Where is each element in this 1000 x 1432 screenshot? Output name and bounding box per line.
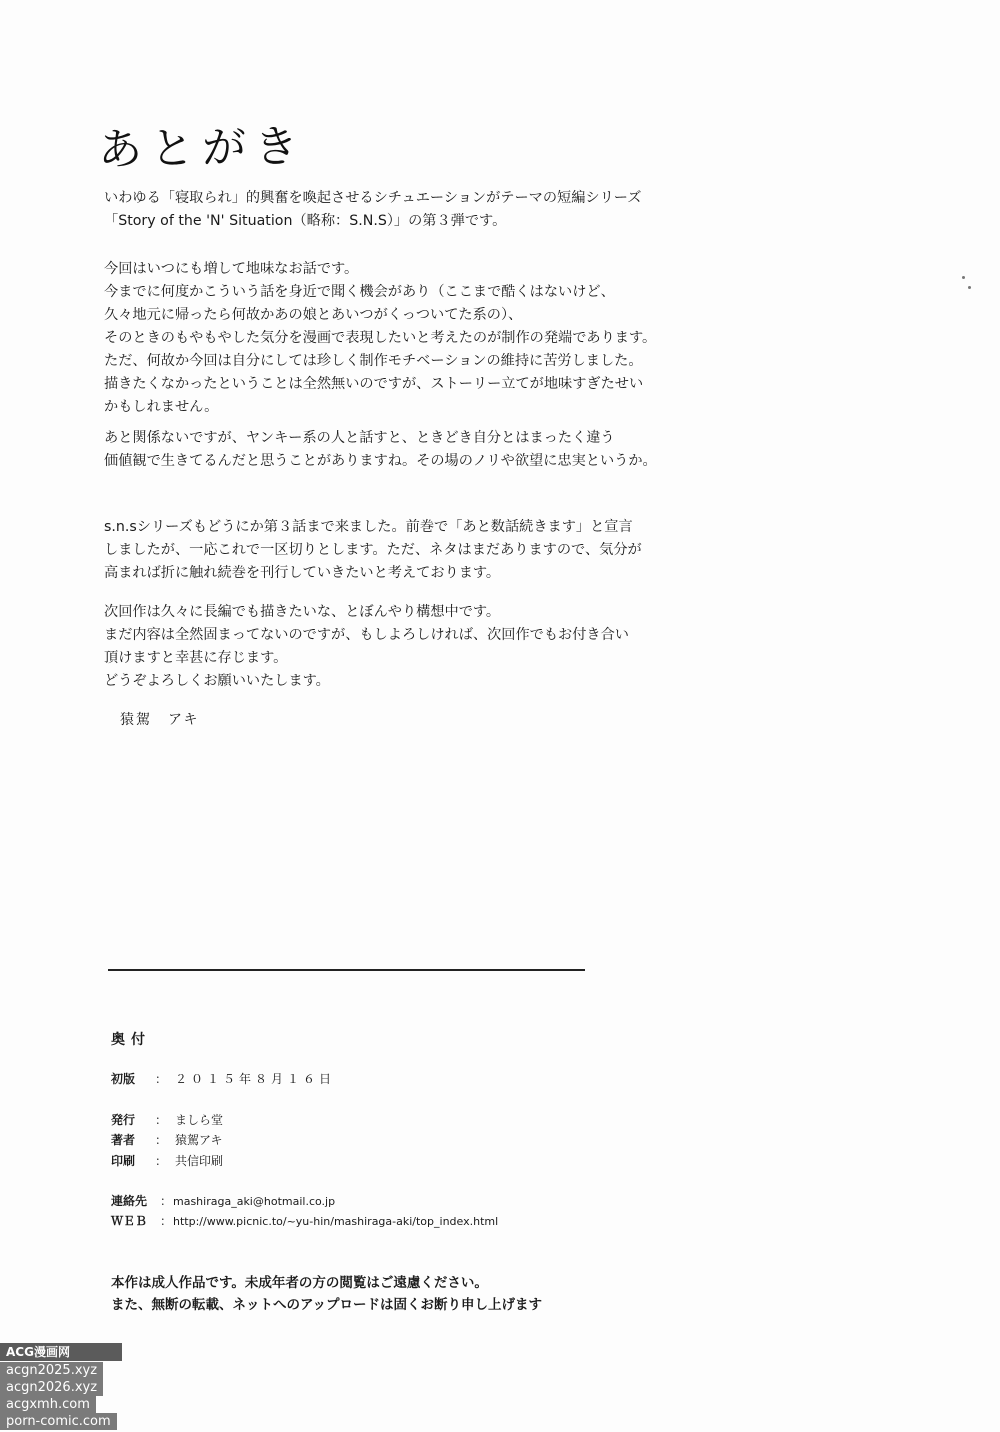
text-line: しましたが、一応これで一区切りとします。ただ、ネタはまだありますので、気分が [104, 542, 642, 558]
contact-row [111, 1192, 335, 1210]
adult-notice: 本作は成人作品です。未成年者の方の閲覧はご遠慮ください。 [111, 1275, 488, 1291]
paragraph-1 [104, 187, 641, 233]
text-line: 今回はいつにも増して地味なお話です。 [104, 261, 359, 277]
text-line: まだ内容は全然固まってないのですが、もしよろしければ、次回作でもお付き合い [104, 627, 629, 643]
text-line: 今までに何度かこういう話を身近で聞く機会があり（ここまで酷くはないけど、 [104, 284, 615, 300]
row-value: ましら堂 [175, 1113, 224, 1127]
watermark-site: porn-comic.com [0, 1413, 117, 1430]
row-label: 著者 [111, 1133, 136, 1147]
row-separator: ： [159, 1194, 172, 1208]
row-separator: ： [154, 1154, 167, 1168]
row-label: 連絡先 [111, 1194, 148, 1208]
text-line: 描きたくなかったということは全然無いのですが、ストーリー立てが地味すぎたせい [104, 376, 644, 392]
text-line: いわゆる「寝取られ」的興奮を喚起させるシチュエーションがテーマの短編シリーズ [104, 190, 642, 206]
paper-speck [962, 276, 965, 279]
row-value: 共信印刷 [175, 1154, 224, 1168]
divider [108, 969, 585, 971]
paragraph-4 [104, 516, 642, 585]
printer-row [111, 1152, 223, 1170]
paragraph-5 [104, 601, 629, 693]
text-line: 価値観で生きてるんだと思うことがありますね。その場のノリや欲望に忠実というか。 [104, 453, 657, 469]
row-separator: ： [154, 1133, 167, 1147]
row-separator: ： [154, 1072, 167, 1086]
row-separator: ： [154, 1113, 167, 1127]
watermark-site: acgn2025.xyz [0, 1362, 103, 1379]
web-row [111, 1212, 498, 1230]
paragraph-3 [104, 427, 657, 473]
paragraph-2 [104, 258, 656, 419]
text-line: そのときのもやもやした気分を漫画で表現したいと考えたのが制作の発端であります。 [104, 330, 657, 346]
text-line: 高まれば折に触れ続巻を刊行していきたいと考えております。 [104, 565, 501, 581]
row-value: ２０１５年８月１６日 [175, 1072, 336, 1086]
colophon-title: 奥付 [111, 1032, 151, 1048]
text-line: ただ、何故か今回は自分にしては珍しく制作モチベーションの維持に苦労しました。 [104, 353, 643, 369]
row-label: 発行 [111, 1113, 136, 1127]
row-separator: ： [159, 1214, 172, 1228]
first-edition-row [111, 1070, 335, 1088]
watermark-logo: ACG漫画网 [0, 1343, 122, 1361]
web-url: http://www.picnic.to/~yu-hin/mashiraga-aki/top_index.html [173, 1215, 499, 1228]
watermark-site: acgxmh.com [0, 1396, 96, 1413]
text-line: あと関係ないですが、ヤンキー系の人と話すと、ときどき自分とはまったく違う [104, 430, 615, 446]
contact-email: mashiraga_aki@hotmail.co.jp [173, 1195, 336, 1208]
row-label: ＷＥＢ [111, 1214, 148, 1228]
watermark-site: acgn2026.xyz [0, 1379, 103, 1396]
publisher-row [111, 1111, 223, 1129]
paper-speck [968, 286, 971, 289]
text-line: 久々地元に帰ったら何故かあの娘とあいつがくっついてた系の）、 [104, 307, 523, 323]
text-line: 「Story of the 'N' Situation（略称：S.N.S）」の第３弾です。 [104, 213, 507, 229]
text-line: どうぞよろしくお願いいたします。 [104, 673, 330, 689]
text-line: 次回作は久々に長編でも描きたいな、とぼんやり構想中です。 [104, 604, 501, 620]
row-label: 初版 [111, 1072, 136, 1086]
row-value: 猿駕アキ [175, 1133, 223, 1147]
text-line: s.n.sシリーズもどうにか第３話まで来ました。前巻で「あと数話続きます」と宣言 [104, 519, 633, 535]
row-label: 印刷 [111, 1154, 136, 1168]
reprint-notice: また、無断の転載、ネットへのアップロードは固くお断り申し上げます [111, 1297, 543, 1313]
text-line: かもしれません。 [104, 399, 219, 415]
text-line: 頂けますと幸甚に存じます。 [104, 650, 288, 666]
author-signature: 猿駕 アキ [120, 712, 200, 728]
afterword-title: あとがき [97, 121, 307, 176]
author-row [111, 1131, 223, 1149]
